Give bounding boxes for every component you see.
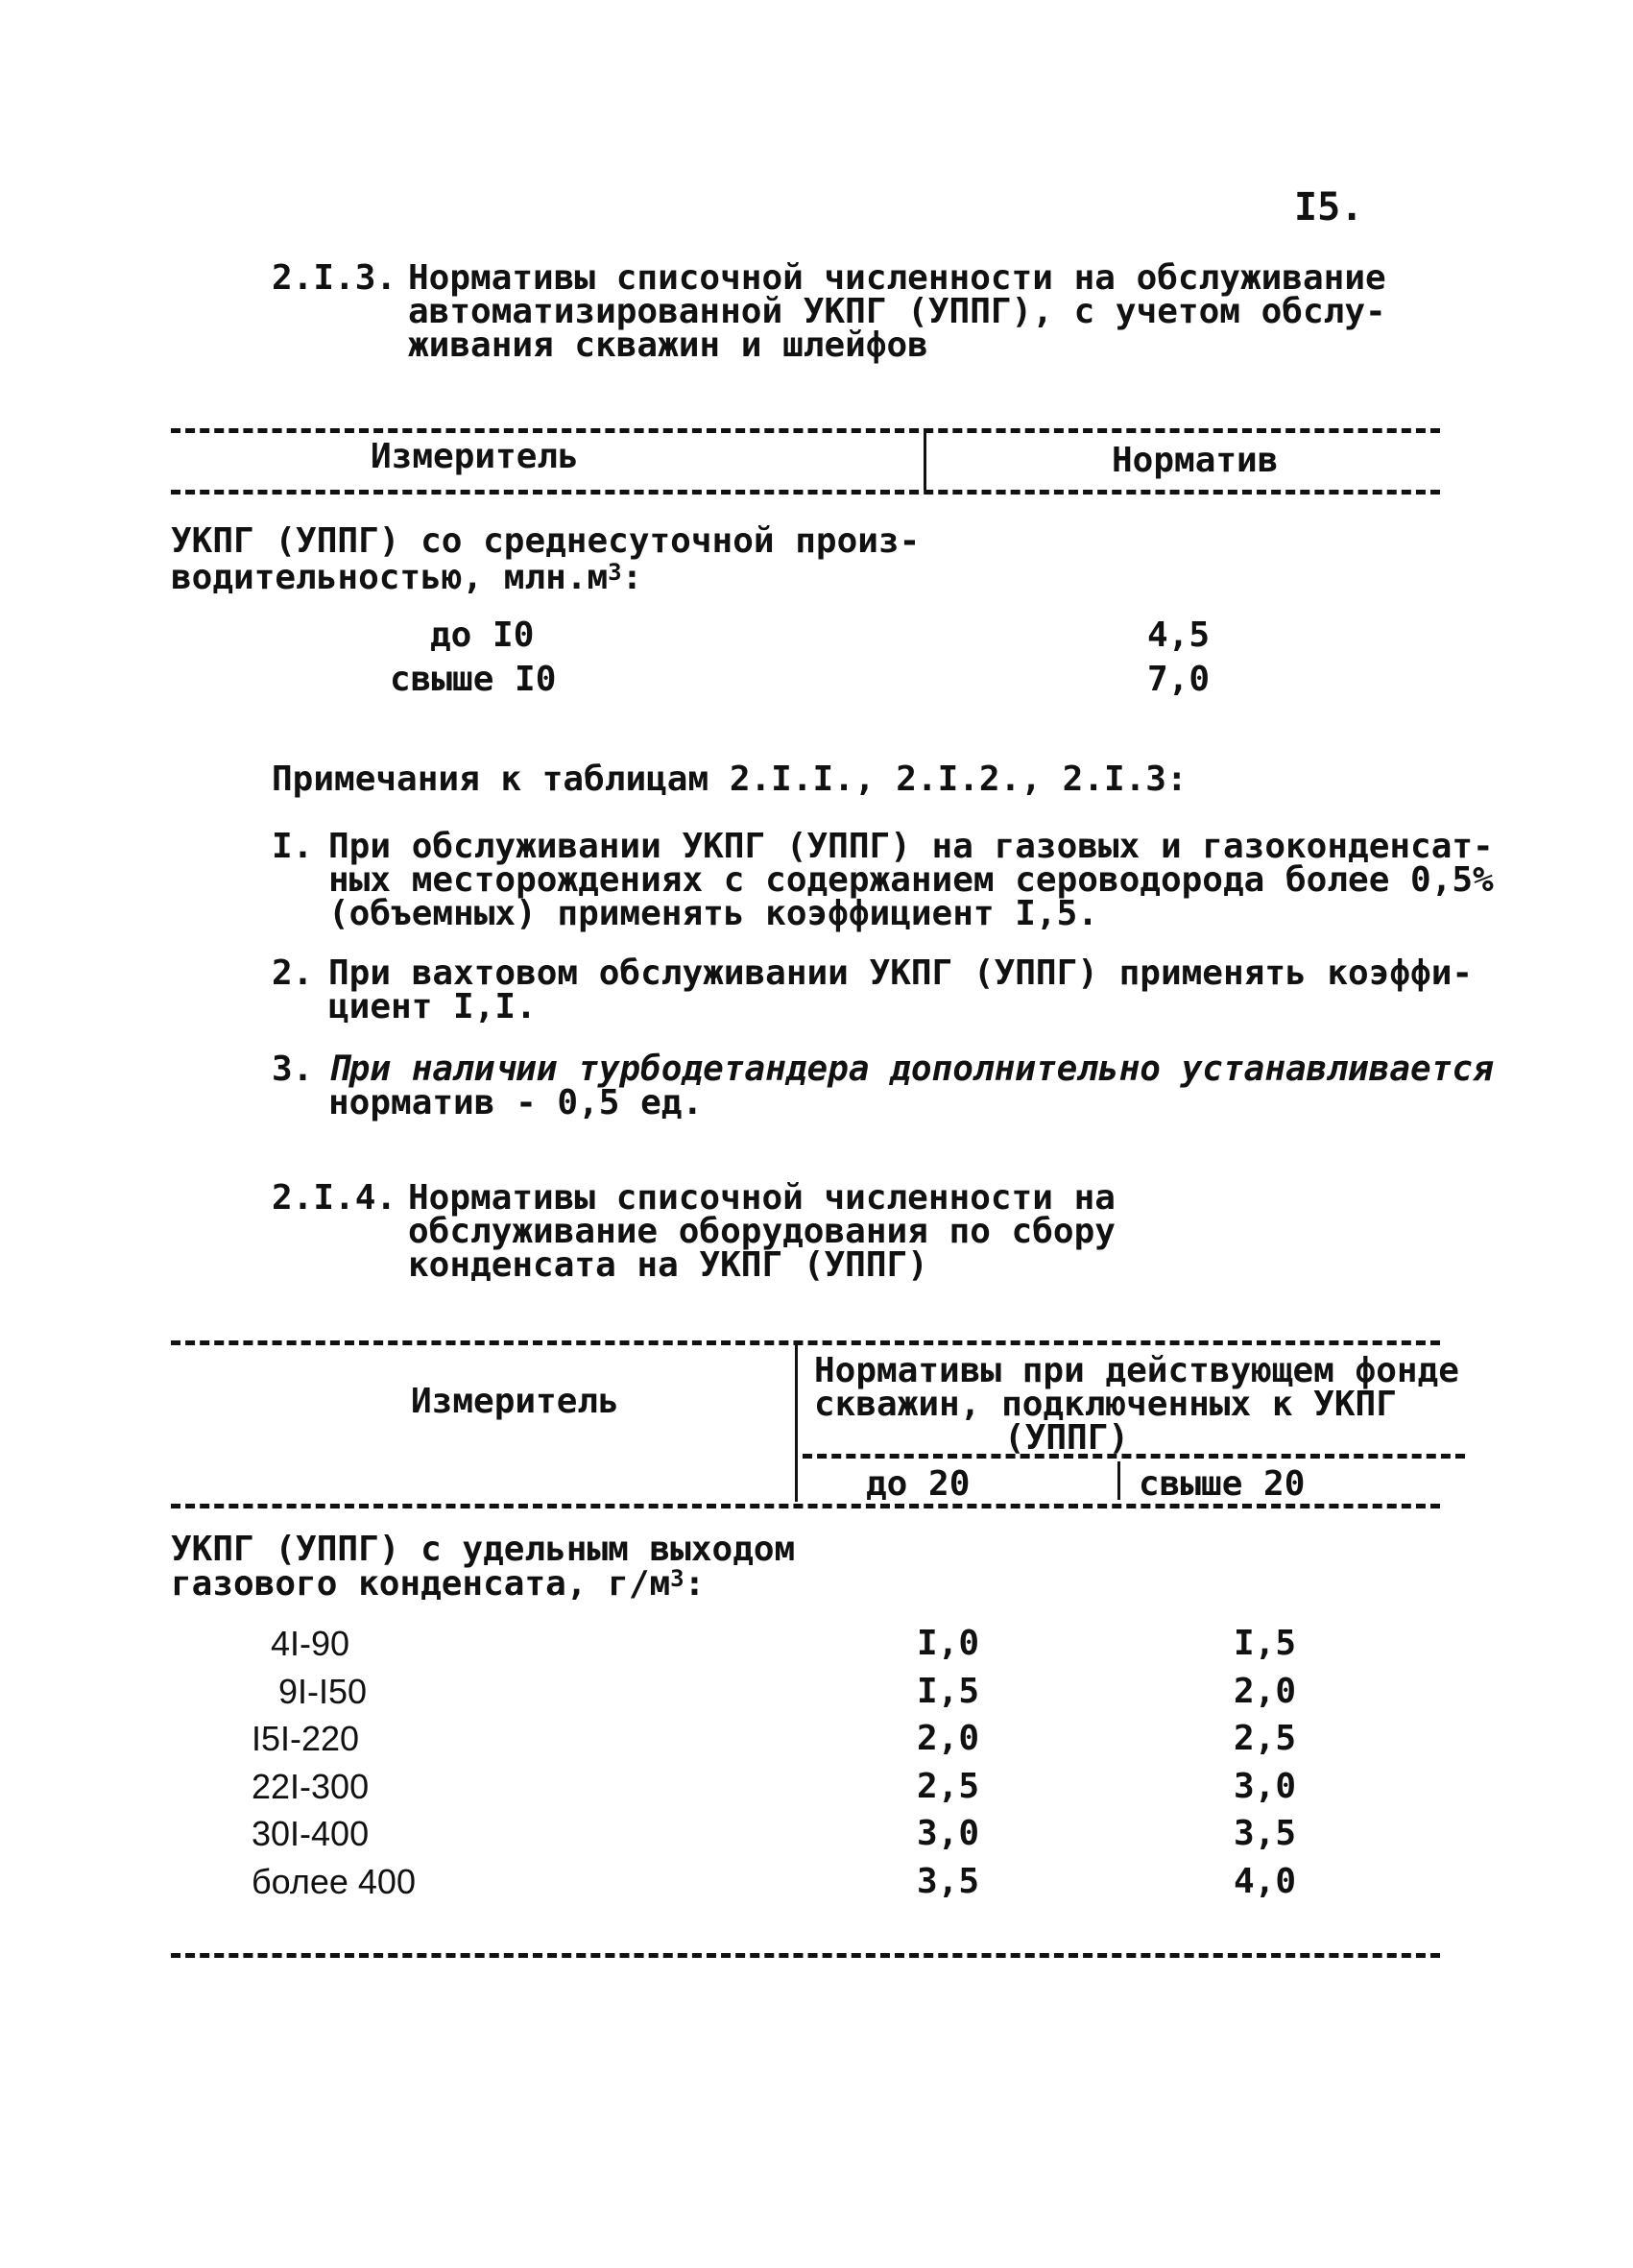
table-2-top-rule bbox=[171, 1340, 1440, 1345]
table-2-group-label bbox=[171, 1564, 706, 1604]
table-2-subheader-upto20: до 20 bbox=[866, 1464, 971, 1504]
note-number: 2. bbox=[272, 953, 314, 993]
page-number: I5. bbox=[1294, 185, 1364, 229]
section-214-title-line: конденсата на УКПГ (УППГ) bbox=[408, 1245, 928, 1285]
table-2-unit-superscript: 3 bbox=[670, 1565, 684, 1592]
table-row-value: 4,5 bbox=[1146, 615, 1210, 655]
table-1-group-label-line1: УКПГ (УППГ) со среднесуточной произ- bbox=[171, 521, 921, 561]
table-row-value-upto20: I,0 bbox=[916, 1624, 979, 1663]
table-row-label: I5I-220 bbox=[252, 1719, 360, 1758]
note-number: 3. bbox=[272, 1050, 314, 1089]
section-214-number: 2.I.4. bbox=[272, 1178, 397, 1218]
table-2-group-label-colon: : bbox=[684, 1564, 706, 1604]
note-line: (объемных) применять коэффициент I,5. bbox=[328, 894, 1098, 933]
table-2-subheader-over20: свыше 20 bbox=[1139, 1464, 1306, 1504]
table-row-value-upto20: 2,5 bbox=[916, 1767, 979, 1806]
table-row-value-over20: 3,0 bbox=[1233, 1767, 1296, 1806]
note-line: норматив - 0,5 ед. bbox=[328, 1083, 704, 1122]
notes-title: Примечания к таблицам 2.I.I., 2.I.2., 2.I.3: bbox=[272, 760, 1188, 799]
note-line: При обслуживании УКПГ (УППГ) на газовых и газоконденсат- bbox=[328, 827, 1494, 866]
table-row-value-over20: 2,0 bbox=[1233, 1672, 1296, 1711]
section-213-number: 2.I.3. bbox=[272, 258, 397, 298]
table-2-group-header-line: скважин, подключенных к УКПГ bbox=[814, 1385, 1397, 1424]
table-1-header-rule bbox=[171, 490, 1440, 495]
table-row-value-upto20: 3,0 bbox=[916, 1814, 979, 1853]
table-row-value-over20: 3,5 bbox=[1233, 1814, 1296, 1853]
table-1-group-label-line2: водительностью, млн.м bbox=[171, 558, 609, 597]
note-number: I. bbox=[272, 827, 314, 866]
table-2-header-measure: Измеритель bbox=[411, 1382, 619, 1421]
table-row-label: свыше I0 bbox=[390, 660, 557, 699]
table-2-header-rule bbox=[171, 1504, 1440, 1508]
table-row-label: 30I-400 bbox=[252, 1814, 370, 1853]
table-row-label: более 400 bbox=[252, 1862, 416, 1901]
table-row-label: 9I-I50 bbox=[278, 1672, 368, 1711]
note-line: ных месторождениях с содержанием сероводорода более 0,5% bbox=[328, 860, 1494, 900]
table-2-group-header-line: (УППГ) bbox=[1004, 1418, 1130, 1458]
section-214-title-line: обслуживание оборудования по сбору bbox=[408, 1212, 1116, 1251]
table-row-value-over20: 4,0 bbox=[1233, 1862, 1296, 1901]
table-row-value-upto20: I,5 bbox=[916, 1672, 979, 1711]
table-2-group-label bbox=[171, 1532, 795, 1568]
note-line: При вахтовом обслуживании УКПГ (УППГ) применять коэффи- bbox=[328, 953, 1474, 993]
table-2-group-label-line1: УКПГ (УППГ) с удельным выходом bbox=[171, 1530, 796, 1569]
table-1-header-norm: Норматив bbox=[1112, 441, 1279, 480]
table-2-column-divider bbox=[795, 1340, 798, 1502]
table-row-value-over20: 2,5 bbox=[1233, 1719, 1296, 1758]
note-line: При наличии турбодетандера дополнительно устанавливается bbox=[328, 1050, 1494, 1089]
table-row-value-over20: I,5 bbox=[1233, 1624, 1296, 1663]
table-row-value-upto20: 2,0 bbox=[916, 1719, 979, 1758]
note-line: циент I,I. bbox=[328, 987, 537, 1026]
table-1-column-divider bbox=[924, 428, 926, 490]
table-1-unit-superscript: 3 bbox=[608, 559, 622, 586]
table-row-label: до I0 bbox=[430, 615, 535, 655]
section-214-title-line: Нормативы списочной численности на bbox=[408, 1178, 1116, 1218]
table-2-group-label-line2: газового конденсата, г/м bbox=[171, 1564, 671, 1604]
table-1-header-measure: Измеритель bbox=[371, 437, 579, 476]
table-row-label: 4I-90 bbox=[271, 1624, 350, 1663]
table-2-group-header-line: Нормативы при действующем фонде bbox=[814, 1351, 1459, 1390]
table-2-subcolumn-divider bbox=[1117, 1461, 1120, 1500]
table-1-group-label bbox=[171, 558, 643, 597]
section-213-title-line: автоматизированной УКПГ (УППГ), с учетом обслу- bbox=[408, 292, 1386, 331]
section-213-title-line: живания скважин и шлейфов bbox=[408, 326, 928, 365]
table-2-subheader-rule bbox=[803, 1454, 1465, 1459]
section-213-title-line: Нормативы списочной численности на обслуживание bbox=[408, 258, 1386, 298]
table-1-group-label bbox=[171, 521, 921, 561]
table-row-label: 22I-300 bbox=[252, 1767, 370, 1806]
table-row-value-upto20: 3,5 bbox=[916, 1862, 979, 1901]
table-1-group-label-colon: : bbox=[621, 558, 643, 597]
table-row-value: 7,0 bbox=[1146, 660, 1210, 699]
table-2-bottom-rule bbox=[171, 1953, 1440, 1958]
table-1-top-rule bbox=[171, 428, 1440, 433]
